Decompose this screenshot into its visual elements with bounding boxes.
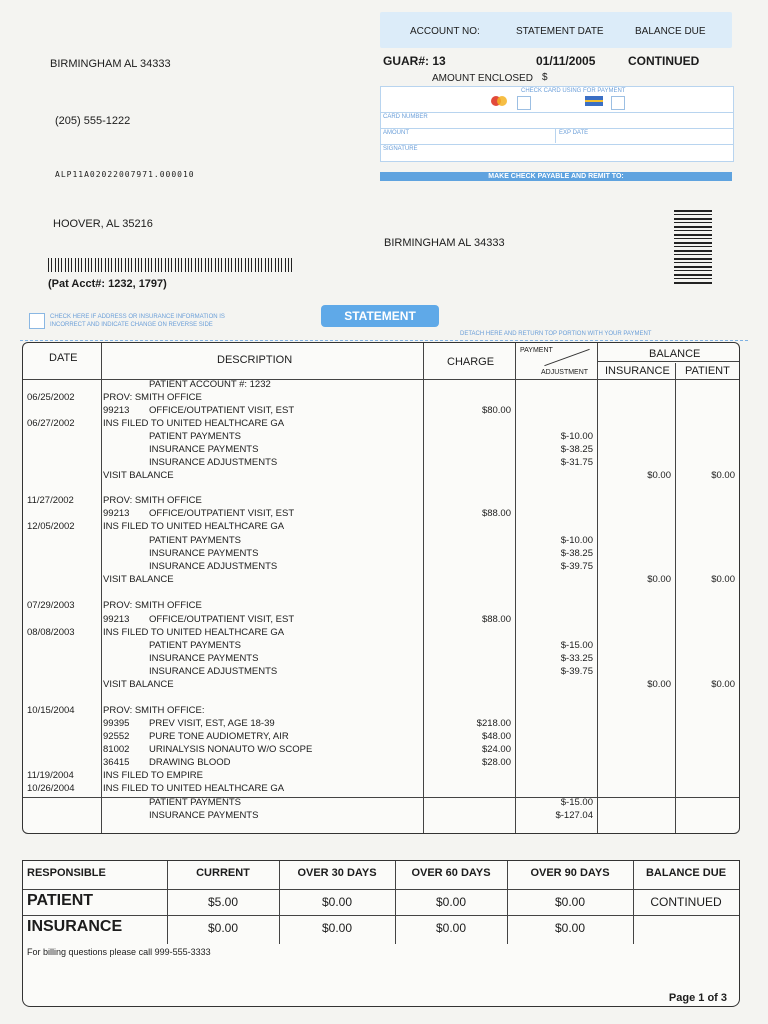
- line-charge: $48.00: [481, 731, 511, 742]
- line-date: 08/08/2003: [27, 627, 75, 638]
- line-payment: $-33.25: [560, 653, 593, 664]
- aging-header-0: RESPONSIBLE: [27, 867, 106, 879]
- col-description: DESCRIPTION: [217, 354, 293, 366]
- card-payment-form: [380, 86, 734, 162]
- mastercard-checkbox[interactable]: [517, 96, 531, 110]
- aging-patient-5: CONTINUED: [650, 895, 722, 909]
- line-payment: $-10.00: [560, 535, 593, 546]
- col-adjustment: ADJUSTMENT: [541, 369, 589, 376]
- remittance-header: [380, 12, 732, 48]
- aging-insurance-0: INSURANCE: [27, 918, 123, 935]
- amount-enclosed-value[interactable]: $: [542, 72, 548, 83]
- col-insurance: INSURANCE: [605, 365, 670, 377]
- line-description: INS FILED TO UNITED HEALTHCARE GA: [103, 627, 285, 638]
- line-insurance-balance: $0.00: [647, 574, 671, 585]
- line-description: INS FILED TO UNITED HEALTHCARE GA: [103, 418, 285, 429]
- remit-to-city: BIRMINGHAM AL 34333: [384, 237, 505, 249]
- aging-header-3: OVER 60 DAYS: [411, 867, 491, 879]
- line-description: INSURANCE PAYMENTS: [149, 444, 259, 455]
- line-payment: $-39.75: [560, 561, 593, 572]
- amount-label: AMOUNT: [383, 130, 409, 136]
- address-change-text-2: INCORRECT AND INDICATE CHANGE ON REVERSE SIDE: [50, 322, 213, 328]
- line-description: PATIENT PAYMENTS: [149, 431, 242, 442]
- recipient-city: HOOVER, AL 35216: [53, 218, 153, 230]
- line-description: INSURANCE ADJUSTMENTS: [149, 666, 278, 677]
- signature-label: SIGNATURE: [383, 146, 418, 152]
- line-code: 99395: [103, 718, 130, 729]
- line-payment: $-39.75: [560, 666, 593, 677]
- line-date: 06/27/2002: [27, 418, 75, 429]
- sender-phone: (205) 555-1222: [55, 115, 131, 127]
- balance-due: CONTINUED: [628, 54, 700, 68]
- line-date: 11/27/2002: [27, 495, 74, 506]
- page-number: Page 1 of 3: [668, 992, 727, 1004]
- card-number-field[interactable]: [381, 112, 733, 127]
- line-code: 99213: [103, 405, 130, 416]
- line-description: INSURANCE ADJUSTMENTS: [149, 561, 278, 572]
- aging-summary: [22, 860, 740, 946]
- line-description: PURE TONE AUDIOMETRY, AIR: [149, 731, 289, 742]
- line-code: 92552: [103, 731, 130, 742]
- line-description: PATIENT ACCOUNT #: 1232: [149, 379, 271, 390]
- line-description: OFFICE/OUTPATIENT VISIT, EST: [149, 405, 295, 416]
- line-charge: $28.00: [481, 757, 511, 768]
- address-change-checkbox[interactable]: [29, 313, 45, 329]
- line-payment: $-38.25: [560, 548, 593, 559]
- remit-to-bar: MAKE CHECK PAYABLE AND REMIT TO:: [380, 172, 732, 181]
- line-description: PATIENT PAYMENTS: [149, 535, 242, 546]
- aging-patient-3: $0.00: [435, 895, 467, 909]
- statement-date-label: STATEMENT DATE: [516, 26, 604, 37]
- statement-banner: STATEMENT: [321, 305, 439, 327]
- line-description: PROV: SMITH OFFICE: [103, 600, 202, 611]
- detach-instruction: DETACH HERE AND RETURN TOP PORTION WITH YOUR PAYMENT: [460, 331, 652, 337]
- line-description: DRAWING BLOOD: [149, 757, 231, 768]
- line-patient-balance: $0.00: [711, 470, 735, 481]
- aging-header-5: BALANCE DUE: [645, 867, 727, 879]
- line-date: 12/05/2002: [27, 521, 75, 532]
- aging-header-4: OVER 90 DAYS: [530, 867, 610, 879]
- line-payment: $-127.04: [555, 810, 593, 821]
- line-description: PREV VISIT, EST, AGE 18-39: [149, 718, 275, 729]
- col-balance: BALANCE: [649, 348, 701, 360]
- patient-account-numbers: (Pat Acct#: 1232, 1797): [48, 278, 167, 290]
- statement-footer: [22, 944, 740, 1007]
- statement-table: [22, 342, 740, 834]
- visa-checkbox[interactable]: [611, 96, 625, 110]
- postal-barcode: [48, 258, 292, 272]
- line-insurance-balance: $0.00: [647, 470, 671, 481]
- line-description: OFFICE/OUTPATIENT VISIT, EST: [149, 614, 295, 625]
- line-description: INSURANCE PAYMENTS: [149, 653, 259, 664]
- line-date: 06/25/2002: [27, 392, 75, 403]
- aging-patient-4: $0.00: [554, 895, 586, 909]
- line-date: 10/26/2004: [27, 783, 75, 794]
- aging-patient-0: PATIENT: [27, 892, 94, 909]
- aging-insurance-4: $0.00: [554, 921, 586, 935]
- col-patient: PATIENT: [685, 365, 730, 377]
- line-description: VISIT BALANCE: [103, 470, 174, 481]
- line-date: 10/15/2004: [27, 705, 75, 716]
- sender-code: ALP11A02022007971.000010: [55, 170, 195, 179]
- line-payment: $-31.75: [560, 457, 593, 468]
- line-description: VISIT BALANCE: [103, 574, 174, 585]
- sender-city: BIRMINGHAM AL 34333: [50, 58, 171, 70]
- statement-date: 01/11/2005: [536, 54, 596, 68]
- aging-header-1: CURRENT: [196, 867, 250, 879]
- line-description: OFFICE/OUTPATIENT VISIT, EST: [149, 508, 295, 519]
- line-charge: $88.00: [481, 614, 511, 625]
- signature-field[interactable]: [381, 144, 733, 161]
- card-number-label: CARD NUMBER: [383, 114, 428, 120]
- col-date: DATE: [49, 352, 78, 364]
- line-description: INSURANCE PAYMENTS: [149, 810, 259, 821]
- line-payment: $-38.25: [560, 444, 593, 455]
- line-insurance-balance: $0.00: [647, 679, 671, 690]
- line-charge: $24.00: [481, 744, 511, 755]
- aging-insurance-1: $0.00: [207, 921, 239, 935]
- aging-patient-2: $0.00: [321, 895, 353, 909]
- line-date: 07/29/2003: [27, 600, 75, 611]
- exp-date-label: EXP DATE: [559, 130, 589, 136]
- line-description: INSURANCE PAYMENTS: [149, 548, 259, 559]
- line-charge: $218.00: [476, 718, 511, 729]
- line-code: 36415: [103, 757, 130, 768]
- address-change-text-1: CHECK HERE IF ADDRESS OR INSURANCE INFORMATION IS: [50, 314, 225, 320]
- line-code: 81002: [103, 744, 130, 755]
- line-description: PATIENT PAYMENTS: [149, 640, 242, 651]
- line-description: VISIT BALANCE: [103, 679, 174, 690]
- detach-line: [20, 340, 748, 341]
- account-barcode: [674, 210, 712, 286]
- line-description: PROV: SMITH OFFICE: [103, 495, 202, 506]
- aging-header-2: OVER 30 DAYS: [297, 867, 377, 879]
- amount-field[interactable]: [381, 128, 733, 143]
- visa-icon: [585, 96, 603, 106]
- aging-insurance-2: $0.00: [321, 921, 353, 935]
- amount-enclosed-label: AMOUNT ENCLOSED: [432, 73, 533, 84]
- line-code: 99213: [103, 508, 130, 519]
- line-description: PROV: SMITH OFFICE:: [103, 705, 205, 716]
- aging-patient-1: $5.00: [207, 895, 239, 909]
- line-description: INS FILED TO UNITED HEALTHCARE GA: [103, 521, 285, 532]
- guar-number: GUAR#: 13: [383, 54, 446, 68]
- billing-questions: For billing questions please call 999-555-3333: [27, 947, 211, 957]
- line-description: INSURANCE ADJUSTMENTS: [149, 457, 278, 468]
- aging-insurance-3: $0.00: [435, 921, 467, 935]
- col-charge: CHARGE: [447, 356, 495, 368]
- balance-due-label: BALANCE DUE: [635, 26, 706, 37]
- line-description: INS FILED TO EMPIRE: [103, 770, 203, 781]
- line-description: URINALYSIS NONAUTO W/O SCOPE: [149, 744, 313, 755]
- line-payment: $-15.00: [560, 640, 593, 651]
- line-description: PROV: SMITH OFFICE: [103, 392, 202, 403]
- col-payment: PAYMENT: [520, 347, 553, 354]
- line-charge: $88.00: [481, 508, 511, 519]
- account-no-label: ACCOUNT NO:: [410, 26, 480, 37]
- line-description: INS FILED TO UNITED HEALTHCARE GA: [103, 783, 285, 794]
- line-payment: $-15.00: [560, 797, 593, 808]
- line-code: 99213: [103, 614, 130, 625]
- line-charge: $80.00: [481, 405, 511, 416]
- line-patient-balance: $0.00: [711, 679, 735, 690]
- line-date: 11/19/2004: [27, 770, 74, 781]
- line-patient-balance: $0.00: [711, 574, 735, 585]
- line-description: PATIENT PAYMENTS: [149, 797, 242, 808]
- mastercard-icon: [491, 96, 507, 106]
- line-payment: $-10.00: [560, 431, 593, 442]
- check-card-label: CHECK CARD USING FOR PAYMENT: [521, 88, 626, 94]
